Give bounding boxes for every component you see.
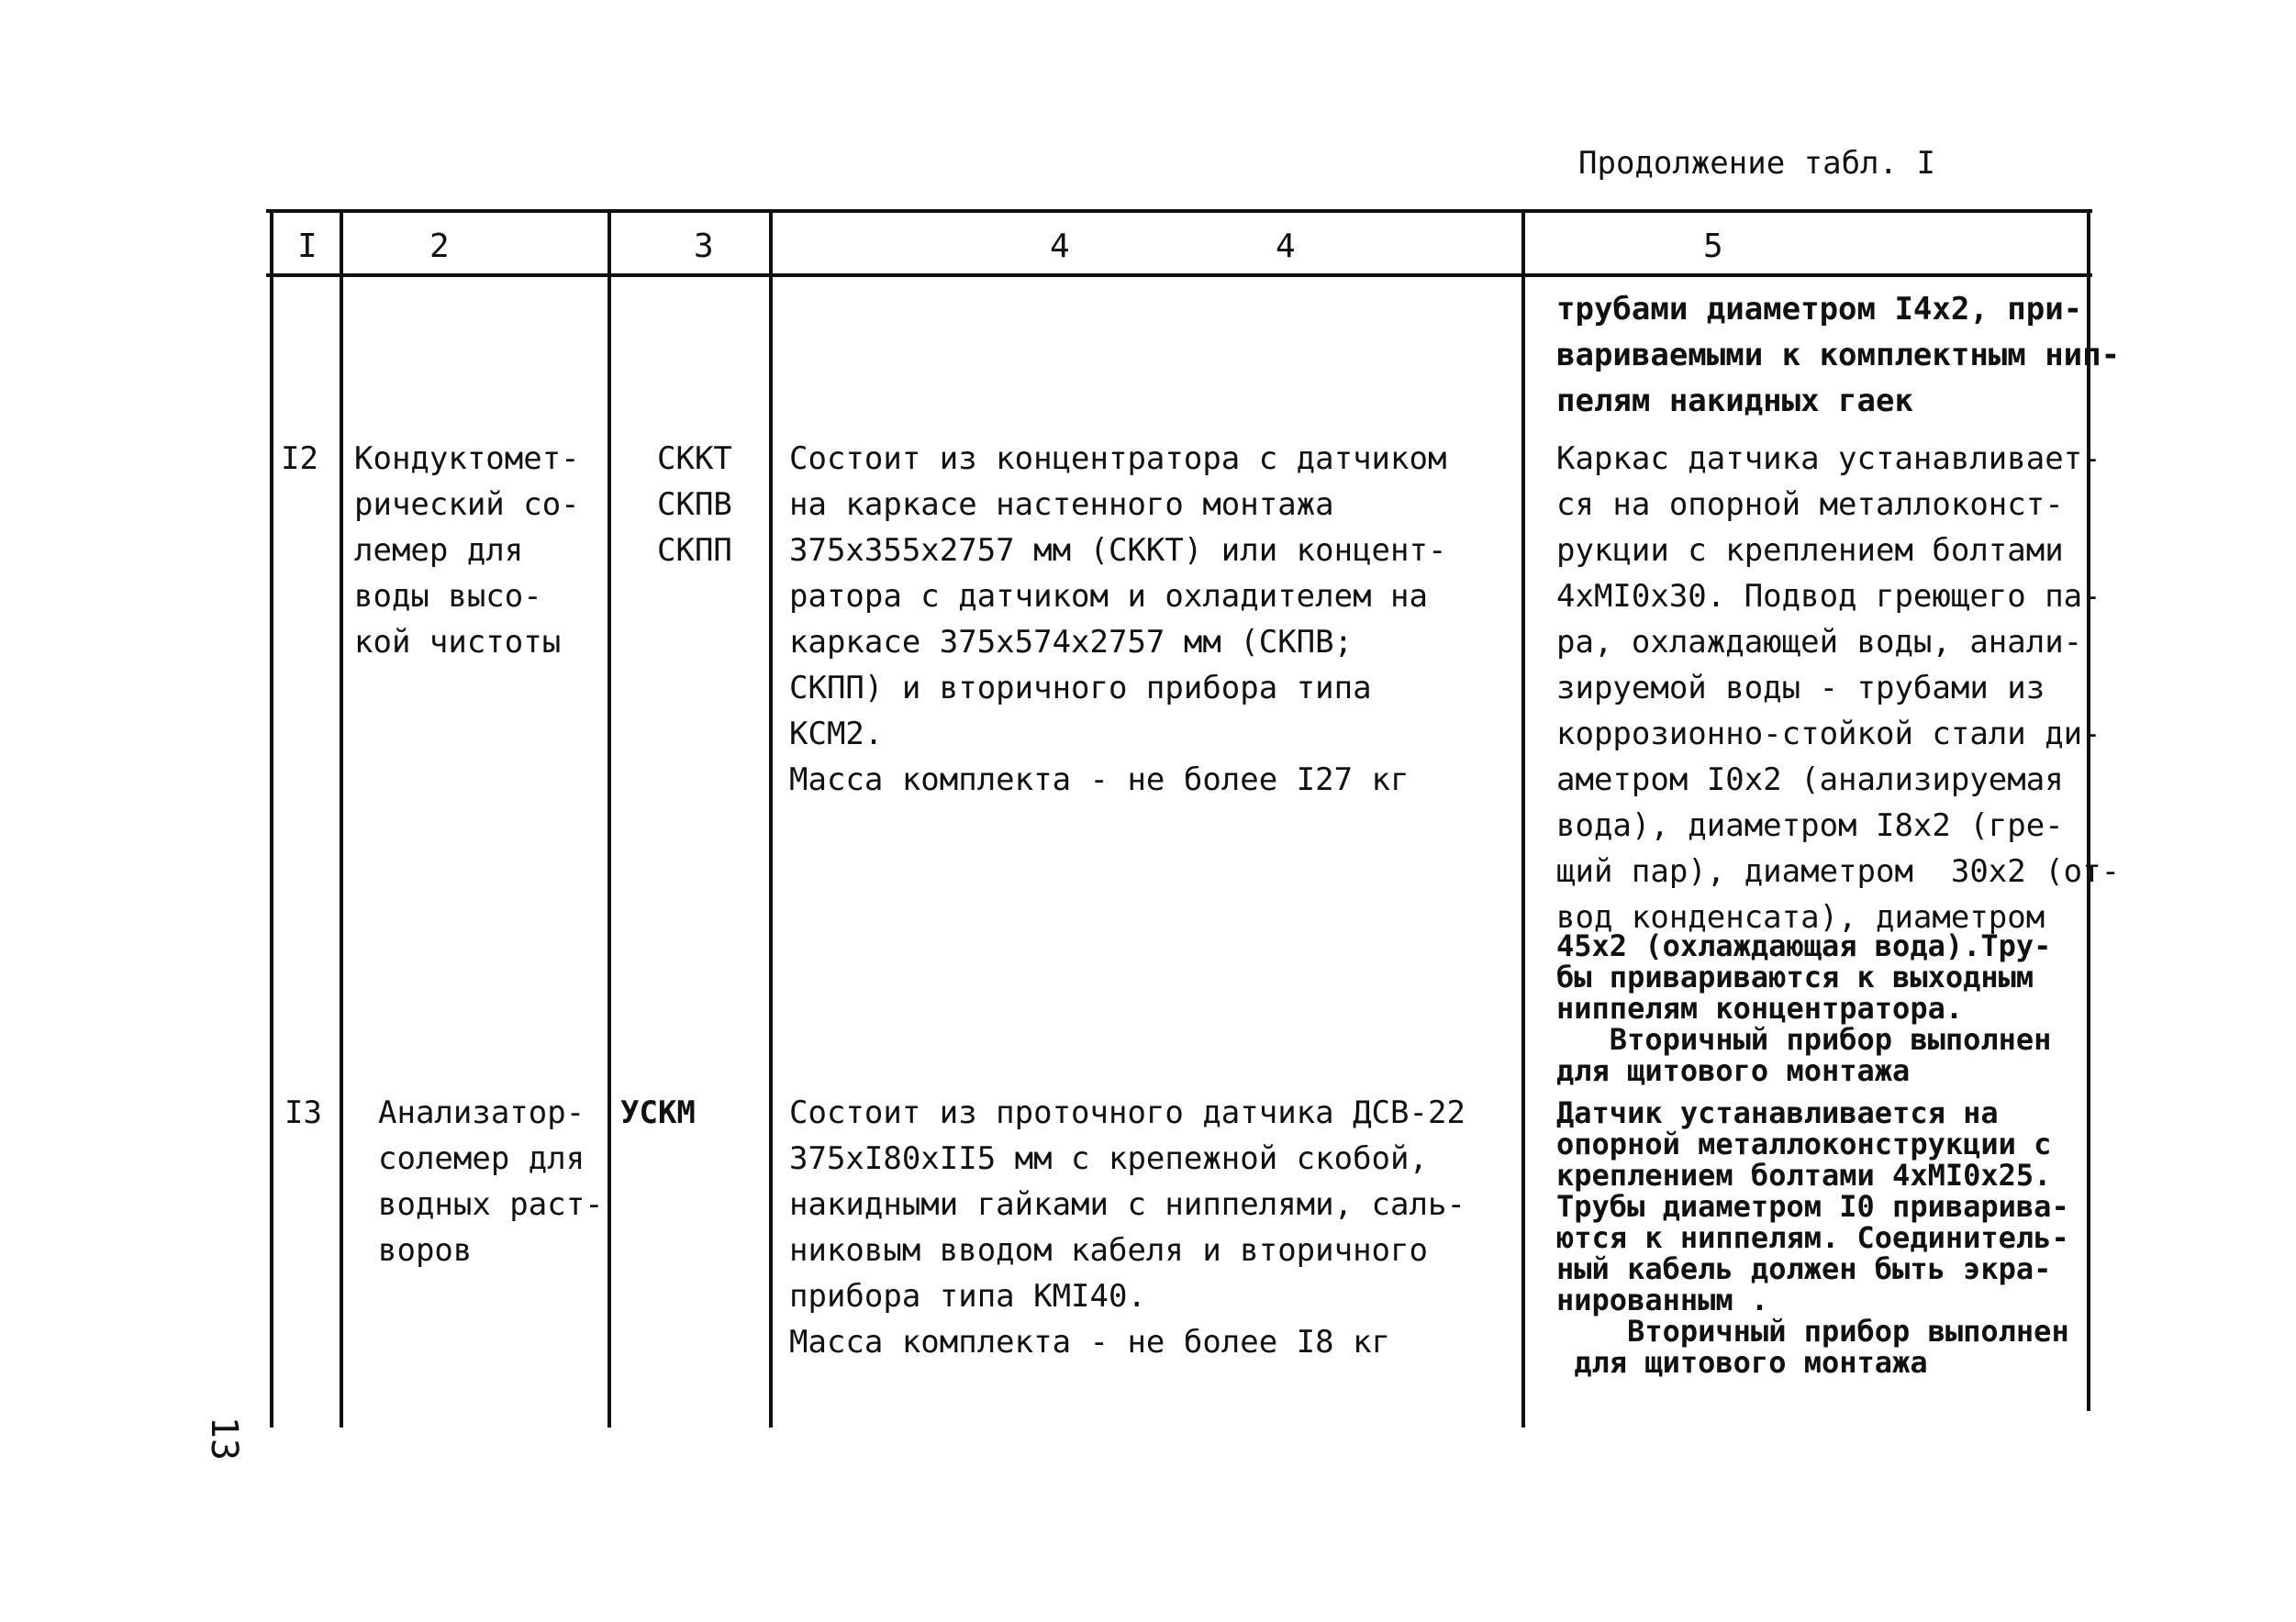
installation-notes: Каркас датчика устанавливает- ся на опорной металлоконст- рукции с креплением болтами 4xMI0x30. Подвод греющего па- ра, охлаждающей воды, анали- зируемой воды - трубами из коррозионно-стойкой стали ди- аметром I0x2 (анализируемая вода), диаметром I8x2 (гре- щий пар), диаметром 30x2 (от- вод конденсата), диаметром xyxy=(1556,440,2121,936)
device-name: Кондуктомет- рический со- лемер для воды высо- кой чистоты xyxy=(354,440,580,661)
installation-notes: Датчик устанавливается на опорной металлоконструкции с креплением болтами 4xMI0x25. Трубы диаметром I0 приварива- ются к ниппелям. Соединитель- ный кабель должен быть экра- нированным . Вторичный прибор выполнен для щитового монтажа xyxy=(1556,1095,2069,1380)
header-col-4b: 4 xyxy=(1276,228,1296,265)
device-type: СККТ СКПВ СКПП xyxy=(657,440,732,569)
column-border-1 xyxy=(340,209,343,1428)
continued-note-text: трубами диаметром I4x2, при- вариваемыми к комплектным нип- пелям накидных гаек xyxy=(1556,291,2121,419)
header-col-5: 5 xyxy=(1703,228,1723,265)
page-number: 13 xyxy=(203,1416,245,1461)
column-border-4 xyxy=(1521,209,1525,1428)
header-col-2: 2 xyxy=(429,228,450,265)
column-border-left xyxy=(270,209,273,1428)
device-type: УСКМ xyxy=(620,1094,696,1131)
table-top-border xyxy=(266,209,2092,213)
column-border-3 xyxy=(769,209,773,1428)
header-col-1: I xyxy=(297,228,318,265)
table-continuation-caption: Продолжение табл. I xyxy=(1578,145,1935,182)
device-name: Анализатор- солемер для водных раст- воров xyxy=(378,1094,604,1269)
installation-notes-continued: 45x2 (охлаждающая вода).Тру- бы привариваются к выходным ниппелям концентратора. Вторичный прибор выполнен для щитового монтажа xyxy=(1556,928,2052,1088)
header-col-4a: 4 xyxy=(1050,228,1070,265)
header-col-3: 3 xyxy=(694,228,714,265)
device-description: Состоит из концентратора с датчиком на каркасе настенного монтажа 375x355x2757 мм (СККТ) или концент- ратора с датчиком и охладителем на каркасе 375x574x2757 мм (СКПВ; СКПП) и вторичного прибора типа КСМ2. Масса комплекта - не более I27 кг xyxy=(789,440,1447,798)
row-number: I3 xyxy=(284,1094,322,1131)
header-bottom-border xyxy=(266,273,2092,277)
column-border-2 xyxy=(607,209,611,1428)
device-description: Состоит из проточного датчика ДСВ-22 375xI80xII5 мм с крепежной скобой, накидными гайками с ниппелями, саль- никовым вводом кабеля и вторичного прибора типа КМI40. Масса комплекта - не более I8 кг xyxy=(789,1094,1466,1361)
row-number: I2 xyxy=(281,440,318,477)
